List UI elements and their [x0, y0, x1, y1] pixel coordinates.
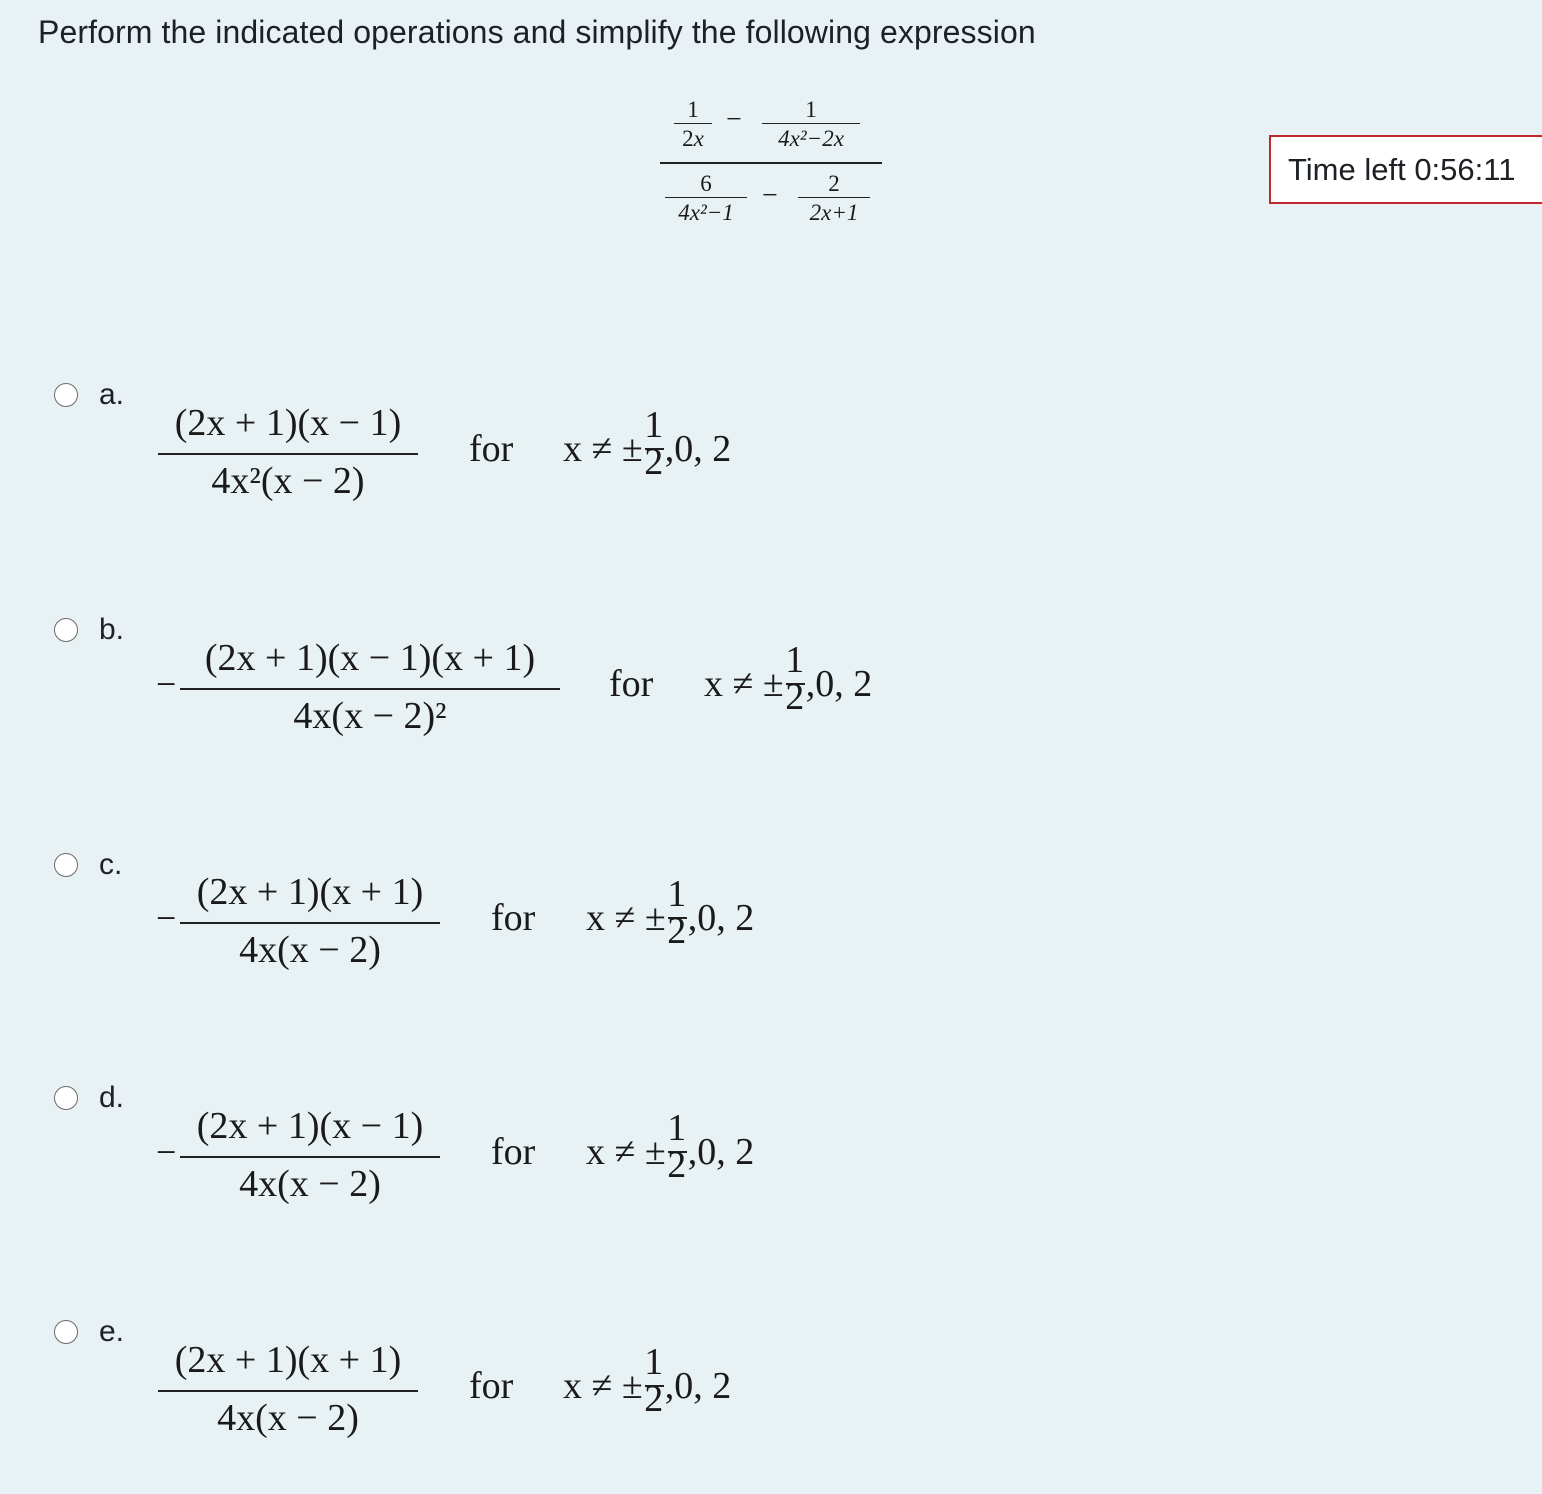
domain-condition: x ≠ ± $\frac{1}{2}$ ,0, 2 — [704, 639, 873, 718]
for-label: for — [609, 663, 654, 705]
radio-button-e[interactable] — [54, 1320, 78, 1344]
answer-option-e[interactable] — [0, 1315, 1000, 1475]
radio-button-d[interactable] — [54, 1086, 78, 1110]
for-label: for — [469, 1365, 514, 1407]
negative-sign: − — [156, 664, 177, 704]
answer-option-d[interactable] — [0, 1081, 1000, 1241]
radio-button-c[interactable] — [54, 853, 78, 877]
upper-minus: − — [726, 104, 742, 135]
answer-option-a[interactable] — [0, 378, 1000, 538]
for-label: for — [491, 1131, 536, 1173]
domain-condition: x ≠ ± $\frac{1}{2}$ ,0, 2 — [563, 404, 732, 483]
domain-condition: x ≠ ± $\frac{1}{2}$ ,0, 2 — [586, 1107, 755, 1186]
option-fraction: (2x + 1)(x − 1)(x + 1) 4x(x − 2)² — [180, 639, 560, 739]
negative-sign: − — [156, 1132, 177, 1172]
answer-option-c[interactable] — [0, 848, 1000, 1008]
question-expression — [660, 92, 882, 232]
upper-right-fraction: $\frac{1}{\text{4x²−2x}}$ — [762, 98, 860, 150]
answer-option-b[interactable] — [0, 613, 1000, 773]
question-prompt: Perform the indicated operations and simplify the following expression — [38, 14, 1036, 50]
upper-left-fraction: $\frac{1}{2x}$ — [674, 98, 712, 150]
option-letter: e. — [99, 1315, 125, 1348]
option-letter: c. — [99, 848, 123, 881]
radio-button-b[interactable] — [54, 618, 78, 642]
lower-left-fraction: $\frac{6}{\text{4x²−1}}$ — [665, 172, 747, 224]
negative-sign: − — [156, 898, 177, 938]
lower-minus: − — [762, 180, 778, 211]
radio-button-a[interactable] — [54, 383, 78, 407]
option-fraction: (2x + 1)(x + 1) 4x(x − 2) — [158, 1341, 418, 1441]
lower-right-fraction: $\frac{2}{2x+1}$ — [798, 172, 870, 224]
option-fraction: (2x + 1)(x − 1) 4x²(x − 2) — [158, 404, 418, 504]
option-fraction: (2x + 1)(x + 1) 4x(x − 2) — [180, 873, 440, 973]
domain-condition: x ≠ ± $\frac{1}{2}$ ,0, 2 — [563, 1341, 732, 1420]
domain-condition: x ≠ ± $\frac{1}{2}$ ,0, 2 — [586, 873, 755, 952]
option-letter: d. — [99, 1081, 125, 1114]
for-label: for — [491, 897, 536, 939]
option-letter: b. — [99, 613, 125, 646]
option-letter: a. — [99, 378, 125, 411]
for-label: for — [469, 428, 514, 470]
time-left-label: Time left 0:56:11 — [1288, 151, 1516, 187]
time-left-indicator — [1269, 135, 1542, 204]
main-fraction-bar — [660, 162, 882, 164]
option-fraction: (2x + 1)(x − 1) 4x(x − 2) — [180, 1107, 440, 1207]
